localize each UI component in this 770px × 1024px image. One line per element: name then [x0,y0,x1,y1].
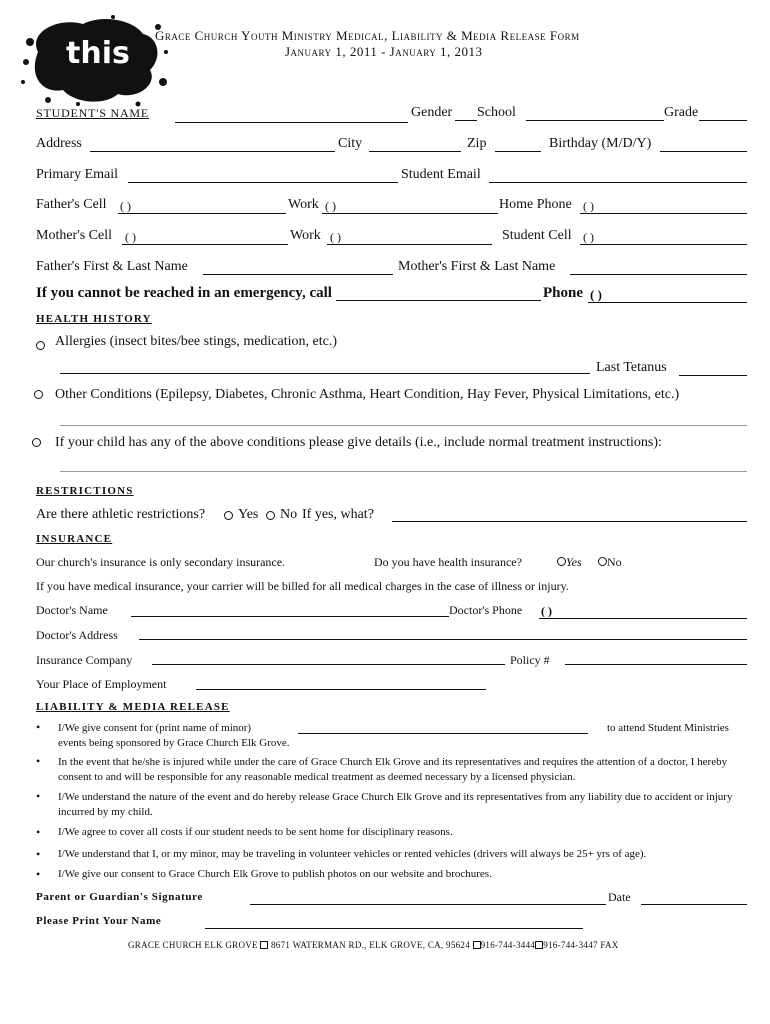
form-title: Grace Church Youth Ministry Medical, Liability & Media Release Form [155,28,580,43]
logo-text: this [66,36,130,71]
zip-field[interactable] [495,151,541,152]
doctor-address-label: Doctor's Address [36,628,118,642]
zip-label: Zip [467,136,487,151]
liability-heading: LIABILITY & MEDIA RELEASE [36,701,230,713]
footer-org: GRACE CHURCH ELK GROVE [128,940,258,950]
bullet-6: • [36,867,41,881]
insurance-no-radio[interactable] [598,557,607,566]
birthday-label: Birthday (M/D/Y) [549,136,652,151]
address-field[interactable] [90,151,335,152]
details-field[interactable] [60,471,747,472]
birthday-field[interactable] [660,151,747,152]
insurance-secondary-text: Our church's insurance is only secondary insurance. [36,555,286,569]
footer-phone: 916-744-3444 [480,940,536,950]
doctor-name-label: Doctor's Name [36,603,108,617]
student-name-label: STUDENT'S NAME [36,106,150,120]
signature-field[interactable] [250,904,606,905]
print-name-field[interactable] [205,928,583,929]
doctor-phone-paren: ( ) [541,604,552,618]
insurance-yes-radio[interactable] [557,557,566,566]
grade-label: Grade [664,105,699,120]
mothers-name-label: Mother's First & Last Name [398,259,556,274]
mothers-work-field[interactable] [327,244,492,245]
insurance-no-label: No [607,555,622,569]
city-label: City [338,136,363,151]
footer-address: 8671 WATERMAN RD., ELK GROVE, CA, 95624 [270,940,471,950]
home-phone-field[interactable] [580,213,747,214]
doctor-name-field[interactable] [131,616,449,617]
last-tetanus-label: Last Tetanus [596,360,667,375]
date-label: Date [608,890,631,904]
student-email-label: Student Email [401,167,481,182]
consent-events-text: events being sponsored by Grace Church Elk Grove. [58,737,290,749]
consent-minor-text: I/We give consent for (print name of minor) [58,722,252,734]
grade-field[interactable] [699,120,747,121]
restrictions-question: Are there athletic restrictions? [36,507,206,522]
disciplinary-costs-text: I/We agree to cover all costs if our student needs to be sent home for disciplinary reasons. [58,826,453,838]
city-field[interactable] [369,151,461,152]
gender-field[interactable] [455,120,477,121]
restrictions-heading: RESTRICTIONS [36,485,134,497]
footer [128,940,619,950]
doctor-phone-label: Doctor's Phone [449,603,523,617]
primary-email-label: Primary Email [36,167,119,182]
insurance-yes-label: Yes [566,555,582,569]
student-cell-field[interactable] [580,244,747,245]
address-label: Address [36,136,82,151]
bullet-5: • [36,847,41,861]
insurance-company-label: Insurance Company [36,653,133,667]
details-checkbox[interactable] [32,438,41,447]
fathers-cell-field[interactable] [118,213,286,214]
fathers-name-field[interactable] [203,274,393,275]
doctor-phone-field[interactable] [539,618,747,619]
health-history-heading: HEALTH HISTORY [36,313,152,325]
mothers-work-paren: ( ) [330,230,341,244]
bullet-2: • [36,754,41,768]
last-tetanus-field[interactable] [679,375,747,376]
restrictions-field[interactable] [392,521,747,522]
liability-release-text: I/We understand the nature of the event and do hereby release Grace Church Elk Grove and its representatives from any liability due to accident or injury incurred by my child. [58,791,733,818]
school-label: School [477,105,516,120]
carrier-billing-text: If you have medical insurance, your carrier will be billed for all medical charges in the case of illness or injury. [36,579,569,593]
employment-label: Your Place of Employment [36,677,167,691]
fathers-name-label: Father's First & Last Name [36,259,188,274]
gender-label: Gender [411,105,453,120]
doctor-address-field[interactable] [139,639,747,640]
employment-field[interactable] [196,689,486,690]
other-conditions-label: Other Conditions (Epilepsy, Diabetes, Chronic Asthma, Heart Condition, Hay Fever, Physical Limitations, etc.) [55,387,680,402]
allergies-checkbox[interactable] [36,341,45,350]
bullet-3: • [36,789,41,803]
restrictions-followup-label: If yes, what? [302,507,374,522]
restrictions-no-label: No [280,507,298,522]
other-conditions-field[interactable] [60,425,747,426]
emergency-phone-label: Phone [543,285,584,301]
minor-name-field[interactable] [298,733,588,734]
photo-consent-text: I/We give our consent to Grace Church Elk Grove to publish photos on our website and brochures. [58,868,492,880]
student-name-field[interactable] [175,122,408,123]
school-field[interactable] [526,120,664,121]
student-cell-paren: ( ) [583,230,594,244]
fathers-cell-label: Father's Cell [36,197,107,212]
mothers-work-label: Work [290,228,321,243]
signature-label: Parent or Guardian's Signature [36,891,203,903]
print-name-label: Please Print Your Name [36,915,162,927]
emergency-phone-paren: ( ) [590,287,602,302]
mothers-cell-field[interactable] [122,244,288,245]
form-dates: January 1, 2011 - January 1, 2013 [285,44,483,59]
insurance-company-field[interactable] [152,664,505,665]
health-insurance-question: Do you have health insurance? [374,555,522,569]
details-label: If your child has any of the above conditions please give details (i.e., include normal treatment instructions): [55,435,662,450]
home-phone-label: Home Phone [499,197,572,212]
footer-square-icon [473,941,481,949]
bullet-1: • [36,720,41,734]
fathers-work-paren: ( ) [325,199,336,213]
fathers-work-field[interactable] [322,213,498,214]
emergency-phone-field[interactable] [588,302,747,303]
primary-email-field[interactable] [128,182,398,183]
allergies-field[interactable] [60,373,590,374]
fathers-work-label: Work [288,197,319,212]
vehicle-travel-text: I/We understand that I, or my minor, may be traveling in volunteer vehicles or rented vehicles (drivers will always be 25+ yrs of age). [58,848,647,860]
emergency-contact-field[interactable] [336,300,541,301]
policy-number-label: Policy # [510,653,550,667]
logo [18,12,168,107]
policy-number-field[interactable] [565,664,747,665]
insurance-heading: INSURANCE [36,533,113,545]
mothers-cell-label: Mother's Cell [36,228,113,243]
footer-square-icon [535,941,543,949]
date-field[interactable] [641,904,747,905]
restrictions-no-radio[interactable] [266,511,275,520]
student-email-field[interactable] [489,182,747,183]
medical-treatment-consent-text: In the event that he/she is injured while under the care of Grace Church Elk Grove and its representatives and requires the attention of a doctor, I hereby consent to and will be responsible for any reasonable medical treatment as deemed necessary by a licensed physician. [58,756,728,783]
home-phone-paren: ( ) [583,199,594,213]
consent-attend-text: to attend Student Ministries [607,722,729,734]
student-cell-label: Student Cell [502,228,572,243]
footer-square-icon [260,941,268,949]
bullet-4: • [36,825,41,839]
other-conditions-checkbox[interactable] [34,390,43,399]
restrictions-yes-radio[interactable] [224,511,233,520]
mothers-cell-paren: ( ) [125,230,136,244]
emergency-label: If you cannot be reached in an emergency, call [36,285,332,301]
restrictions-yes-label: Yes [238,507,259,522]
allergies-label: Allergies (insect bites/bee stings, medication, etc.) [55,334,337,349]
footer-fax: 916-744-3447 FAX [543,940,619,950]
mothers-name-field[interactable] [570,274,747,275]
fathers-cell-paren: ( ) [120,199,131,213]
